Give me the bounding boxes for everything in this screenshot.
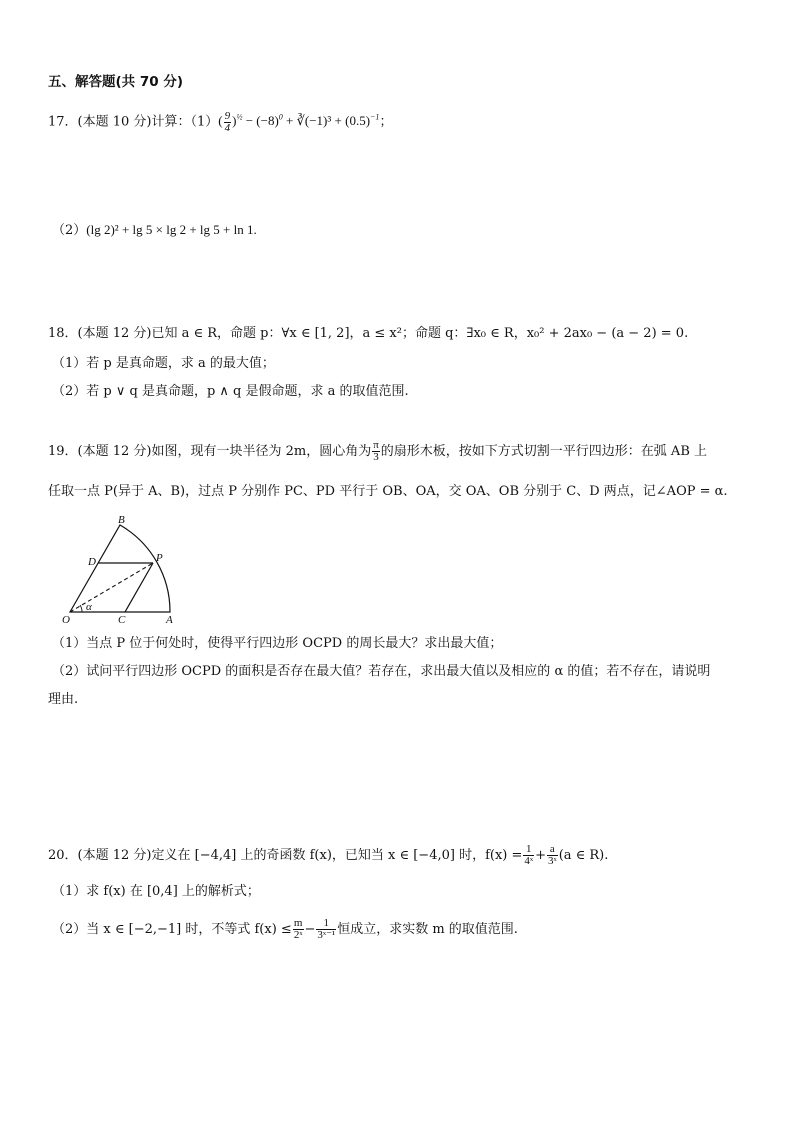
q20-line1: 20．(本题 12 分)定义在 [−4,4] 上的奇函数 f(x)，已知当 x ∈ [−4,0] 时，f(x) = $\frac{1}{\text{4ˣ}}$ + $\frac{a}{\text{3ˣ}}$ (a ∈ R).: [48, 843, 609, 867]
q18-sub1: （1）若 p 是真命题，求 a 的最大值；: [52, 356, 275, 371]
q17-part2: （2）(lg 2)² + lg 5 × lg 2 + lg 5 + ln 1.: [52, 222, 257, 238]
q20-fraction-2: $\frac{a}{\text{3ˣ}}$: [548, 843, 557, 867]
q18-sub2: （2）若 p ∨ q 是真命题，p ∧ q 是假命题，求 a 的取值范围.: [52, 384, 409, 399]
q17-fraction: $\frac{9}{4}$: [224, 109, 231, 134]
segment-PC: [125, 563, 153, 612]
angle-arc: [80, 605, 82, 612]
label-D: D: [88, 556, 96, 568]
label-P: P: [156, 552, 163, 564]
q20-sub1: （1）求 f(x) 在 [0,4] 上的解析式；: [52, 884, 260, 899]
label-B: B: [118, 514, 125, 526]
q17-number: 17．(本题 10 分)计算：（1）: [48, 114, 219, 130]
q20-sub2: （2）当 x ∈ [−2,−1] 时，不等式 f(x) ≤ $\frac{m}{\text{2ˣ}}$ − $\frac{1}{\text{3ˣ⁻¹}}$ 恒成立，求实数 m 的取值范围.: [52, 917, 518, 941]
q18-line: 18．(本题 12 分)已知 a ∈ R，命题 p：∀x ∈ [1, 2]，a ≤ x²；命题 q：∃x₀ ∈ R，x₀² + 2ax₀ − (a − 2) = 0.: [48, 326, 689, 341]
q20-fraction-3: $\frac{m}{\text{2ˣ}}$: [293, 917, 303, 941]
q19-line2: 任取一点 P(异于 A、B)，过点 P 分别作 PC、PD 平行于 OB、OA，交 OA、OB 分别于 C、D 两点，记∠AOP = α.: [48, 484, 728, 499]
q17-part2-expression: (lg 2)² + lg 5 × lg 2 + lg 5 + ln 1.: [86, 222, 257, 237]
q20-fraction-4: $\frac{1}{\text{3ˣ⁻¹}}$: [317, 917, 336, 941]
sector-figure: [58, 514, 188, 624]
section-heading: 五、解答题(共 70 分): [48, 74, 184, 90]
label-O: O: [62, 614, 70, 624]
sector-outline: [70, 525, 170, 612]
q17-part1-expression: ( $\frac{9}{4}$ )$^{\frac{1}{2}} - (-8)^0$ + ∛(−1)³ + $(0.5)^{-1}$: [218, 109, 380, 134]
q19-fraction: $\frac{\pi}{3}$: [373, 439, 379, 463]
q19-sub2b: 理由.: [48, 692, 79, 707]
label-C: C: [118, 614, 126, 624]
label-A: A: [166, 614, 173, 624]
q17-line: 17．(本题 10 分)计算：（1）( $\frac{9}{4}$ )$^{\frac{1}{2}} - (-8)^0$ + ∛(−1)³ + $(0.5)^{-1}$；: [48, 109, 393, 134]
q19-sub2a: （2）试问平行四边形 OCPD 的面积是否存在最大值？若存在，求出最大值以及相应的 α 的值；若不存在，请说明: [52, 664, 711, 679]
label-alpha: α: [86, 601, 92, 613]
q19-line1: 19．(本题 12 分)如图，现有一块半径为 2m，圆心角为 $\frac{\pi}{3}$ 的扇形木板，按如下方式切割一平行四边形：在弧 AB 上: [48, 439, 708, 463]
q20-fraction-1: $\frac{1}{\text{4ˣ}}$: [524, 843, 534, 867]
q19-sub1: （1）当点 P 位于何处时，使得平行四边形 OCPD 的周长最大？求出最大值；: [52, 636, 503, 651]
segment-OP-dashed: [70, 563, 153, 612]
